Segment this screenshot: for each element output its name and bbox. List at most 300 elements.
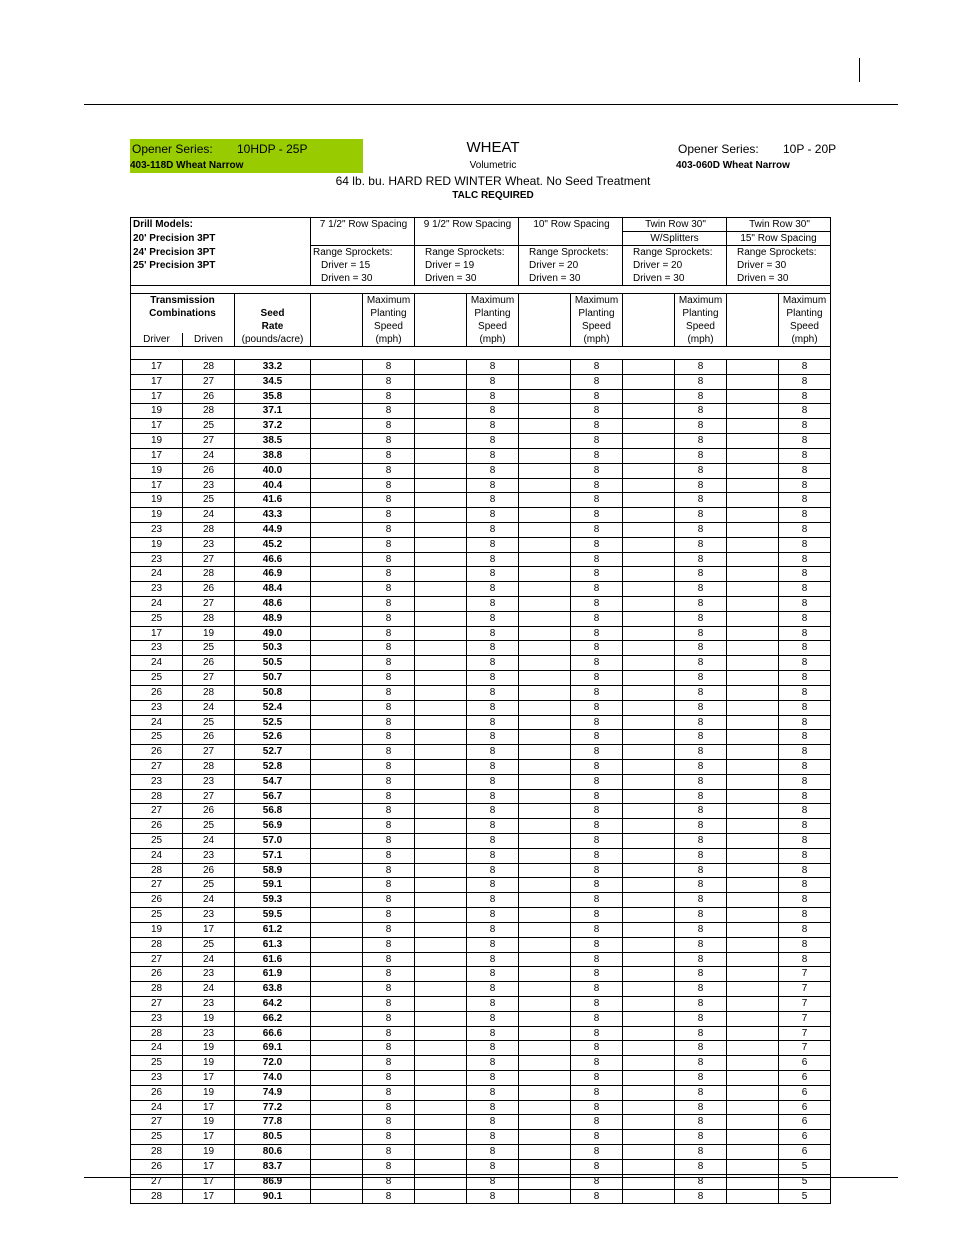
max-speed-cell-0: 8	[363, 419, 415, 434]
seed-rate-cell: 66.6	[235, 1026, 311, 1041]
blank-cell	[519, 1056, 571, 1071]
seed-rate-cell: 48.9	[235, 611, 311, 626]
blank-cell	[311, 1056, 363, 1071]
header-row-spacing	[131, 218, 831, 232]
blank-cell	[623, 374, 675, 389]
max-speed-cell-3: 8	[675, 463, 727, 478]
max-speed-cell-3: 8	[675, 789, 727, 804]
blank-cell	[415, 700, 467, 715]
blank-cell	[623, 389, 675, 404]
seed-rate-cell: 35.8	[235, 389, 311, 404]
driver-cell: 24	[131, 1041, 183, 1056]
blank-cell	[727, 567, 779, 582]
max-speed-cell-1: 8	[467, 1100, 519, 1115]
driver-cell: 28	[131, 982, 183, 997]
max-speed-cell-2: 8	[571, 982, 623, 997]
speed-header-1: Speed	[467, 320, 519, 333]
max-speed-cell-1: 8	[467, 448, 519, 463]
max-speed-cell-1: 8	[467, 789, 519, 804]
blank-cell	[519, 1145, 571, 1160]
blank-cell	[311, 967, 363, 982]
blank-cell	[311, 522, 363, 537]
driver-cell: 17	[131, 389, 183, 404]
spacing-2-title: 10" Row Spacing	[519, 218, 623, 232]
max-speed-cell-2: 8	[571, 1130, 623, 1145]
header-rule	[84, 104, 898, 105]
max-speed-cell-3: 8	[675, 1174, 727, 1189]
max-speed-cell-2: 8	[571, 730, 623, 745]
driver-cell: 25	[131, 730, 183, 745]
blank-cell	[311, 537, 363, 552]
blank-cell	[415, 922, 467, 937]
max-speed-cell-0: 8	[363, 715, 415, 730]
seed-rate-cell: 59.1	[235, 878, 311, 893]
max-speed-cell-4: 8	[779, 404, 831, 419]
max-speed-cell-0: 8	[363, 1056, 415, 1071]
max-speed-cell-2: 8	[571, 434, 623, 449]
max-speed-cell-0: 8	[363, 834, 415, 849]
blank-cell	[415, 478, 467, 493]
max-speed-cell-0: 8	[363, 508, 415, 523]
blank-cell	[311, 878, 363, 893]
seed-rate-cell: 59.3	[235, 893, 311, 908]
max-speed-cell-4: 8	[779, 419, 831, 434]
max-speed-cell-3: 8	[675, 641, 727, 656]
speed-header-4: Speed	[779, 320, 831, 333]
blank-cell	[623, 893, 675, 908]
driven-cell: 26	[183, 656, 235, 671]
table-row	[131, 374, 831, 389]
max-speed-cell-4: 8	[779, 774, 831, 789]
max-speed-cell-2: 8	[571, 1056, 623, 1071]
blank-cell	[415, 404, 467, 419]
left-opener-value: 10HDP - 25P	[237, 142, 308, 156]
table-row	[131, 1041, 831, 1056]
max-speed-cell-4: 5	[779, 1159, 831, 1174]
max-speed-cell-2: 8	[571, 1011, 623, 1026]
blank-cell	[415, 434, 467, 449]
max-speed-cell-2: 8	[571, 715, 623, 730]
blank-cell	[727, 922, 779, 937]
table-row	[131, 389, 831, 404]
drill-model-2: 25' Precision 3PT	[131, 259, 311, 272]
seed-rate-cell: 74.9	[235, 1085, 311, 1100]
seed-rate-cell: 80.5	[235, 1130, 311, 1145]
table-row	[131, 360, 831, 375]
blank-cell	[311, 730, 363, 745]
max-speed-cell-1: 8	[467, 1011, 519, 1026]
max-speed-cell-3: 8	[675, 952, 727, 967]
max-speed-cell-2: 8	[571, 922, 623, 937]
blank-cell	[727, 1159, 779, 1174]
max-speed-cell-1: 8	[467, 611, 519, 626]
blank-cell	[519, 1115, 571, 1130]
max-speed-cell-0: 8	[363, 671, 415, 686]
max-speed-cell-3: 8	[675, 1011, 727, 1026]
drill-models-blank	[131, 272, 311, 286]
blank-cell	[623, 478, 675, 493]
seed-rate-cell: 54.7	[235, 774, 311, 789]
blank-cell	[519, 878, 571, 893]
max-speed-cell-4: 8	[779, 656, 831, 671]
spacing-4-title: Twin Row 30"	[727, 218, 831, 232]
table-row	[131, 597, 831, 612]
max-speed-cell-4: 6	[779, 1115, 831, 1130]
crop-title: WHEAT	[466, 139, 520, 156]
blank-cell	[311, 1011, 363, 1026]
blank-cell	[311, 759, 363, 774]
table-row	[131, 819, 831, 834]
blank-cell	[727, 671, 779, 686]
colhead-row-3	[131, 320, 831, 333]
max-speed-cell-0: 8	[363, 804, 415, 819]
driver-cell: 23	[131, 522, 183, 537]
blank-cell	[727, 597, 779, 612]
seed-description: 64 lb. bu. HARD RED WINTER Wheat. No Seed Treatment	[335, 174, 651, 188]
max-speed-cell-2: 8	[571, 700, 623, 715]
blank-cell	[623, 789, 675, 804]
blank-cell	[415, 1041, 467, 1056]
driver-cell: 28	[131, 1145, 183, 1160]
max-speed-cell-4: 5	[779, 1189, 831, 1204]
driver-cell: 19	[131, 922, 183, 937]
seed-rate-cell: 52.7	[235, 745, 311, 760]
table-row	[131, 1085, 831, 1100]
blank-cell	[519, 1041, 571, 1056]
max-speed-cell-1: 8	[467, 967, 519, 982]
blank-cell	[311, 404, 363, 419]
table-row	[131, 611, 831, 626]
blank-cell	[623, 552, 675, 567]
transmission-header-1: Transmission	[131, 294, 235, 308]
planting-header-0: Planting	[363, 307, 415, 320]
blank-cell	[519, 537, 571, 552]
table-row	[131, 893, 831, 908]
max-speed-cell-2: 8	[571, 759, 623, 774]
blank-cell	[311, 1026, 363, 1041]
max-speed-cell-0: 8	[363, 448, 415, 463]
max-speed-cell-3: 8	[675, 389, 727, 404]
blank-cell	[623, 522, 675, 537]
blank-cell	[311, 597, 363, 612]
blank-cell	[727, 522, 779, 537]
seed-rate-cell: 49.0	[235, 626, 311, 641]
blank-cell	[519, 611, 571, 626]
footer-rule	[84, 1177, 898, 1178]
driver-cell: 19	[131, 508, 183, 523]
blank-cell	[727, 1115, 779, 1130]
blank-cell	[727, 745, 779, 760]
max-speed-cell-4: 8	[779, 508, 831, 523]
driver-cell: 17	[131, 448, 183, 463]
max-speed-cell-3: 8	[675, 819, 727, 834]
blank-cell	[727, 448, 779, 463]
table-row	[131, 848, 831, 863]
seed-rate-cell: 40.0	[235, 463, 311, 478]
max-speed-cell-4: 8	[779, 878, 831, 893]
left-opener-line	[132, 142, 308, 156]
table-row	[131, 478, 831, 493]
blank-cell	[727, 819, 779, 834]
max-speed-cell-0: 8	[363, 700, 415, 715]
max-speed-cell-1: 8	[467, 493, 519, 508]
table-row	[131, 730, 831, 745]
seed-rate-header-3: (pounds/acre)	[235, 333, 311, 347]
blank-cell	[727, 478, 779, 493]
driver-cell: 19	[131, 493, 183, 508]
seed-rate-cell: 50.7	[235, 671, 311, 686]
max-speed-cell-1: 8	[467, 1189, 519, 1204]
driven-cell: 26	[183, 582, 235, 597]
blank-cell	[519, 819, 571, 834]
spacing-3-driver: Driver = 20	[623, 259, 727, 272]
max-speed-cell-0: 8	[363, 789, 415, 804]
max-speed-cell-2: 8	[571, 967, 623, 982]
talc-note: TALC REQUIRED	[452, 190, 534, 201]
blank-cell	[727, 419, 779, 434]
blank-cell	[415, 730, 467, 745]
blank-cell	[623, 508, 675, 523]
blank-cell	[519, 982, 571, 997]
blank-cell	[311, 863, 363, 878]
blank-cell	[623, 982, 675, 997]
blank-cell	[519, 463, 571, 478]
max-speed-cell-0: 8	[363, 952, 415, 967]
driver-cell: 24	[131, 656, 183, 671]
header-row-sprockets	[131, 246, 831, 260]
max-speed-cell-3: 8	[675, 848, 727, 863]
max-speed-cell-3: 8	[675, 656, 727, 671]
driver-cell: 17	[131, 419, 183, 434]
blank-cell	[415, 1130, 467, 1145]
speed-header-3: Speed	[675, 320, 727, 333]
blank-cell	[623, 819, 675, 834]
max-speed-cell-2: 8	[571, 908, 623, 923]
spacing-0-sprockets: Range Sprockets:	[311, 246, 415, 260]
blank-cell	[415, 582, 467, 597]
driven-cell: 27	[183, 374, 235, 389]
max-speed-cell-2: 8	[571, 804, 623, 819]
max-speed-cell-0: 8	[363, 1041, 415, 1056]
blank-cell	[519, 1011, 571, 1026]
max-speed-cell-1: 8	[467, 434, 519, 449]
max-speed-cell-2: 8	[571, 1071, 623, 1086]
blank-cell	[623, 730, 675, 745]
blank-cell	[623, 848, 675, 863]
left-opener-part: 403-118D Wheat Narrow	[130, 160, 244, 171]
driven-cell: 23	[183, 478, 235, 493]
spacing-1-sprockets: Range Sprockets:	[415, 246, 519, 260]
driven-cell: 24	[183, 834, 235, 849]
seed-rate-cell: 58.9	[235, 863, 311, 878]
max-speed-cell-1: 8	[467, 730, 519, 745]
max-speed-cell-3: 8	[675, 552, 727, 567]
blank-cell	[311, 1085, 363, 1100]
blank-cell	[415, 774, 467, 789]
driver-cell: 26	[131, 819, 183, 834]
blank-cell	[415, 848, 467, 863]
driver-cell: 26	[131, 745, 183, 760]
max-speed-cell-1: 8	[467, 996, 519, 1011]
blank-cell	[415, 1011, 467, 1026]
driver-cell: 28	[131, 1189, 183, 1204]
seed-rate-cell: 33.2	[235, 360, 311, 375]
blank-cell	[623, 685, 675, 700]
spacing-4-driven: Driven = 30	[727, 272, 831, 286]
table-row	[131, 759, 831, 774]
max-speed-cell-4: 8	[779, 597, 831, 612]
driven-cell: 19	[183, 1056, 235, 1071]
max-speed-cell-2: 8	[571, 537, 623, 552]
blank-cell	[415, 804, 467, 819]
blank-cell	[519, 478, 571, 493]
blank-cell	[311, 834, 363, 849]
max-speed-header-4: Maximum	[779, 294, 831, 308]
max-speed-cell-2: 8	[571, 1145, 623, 1160]
max-speed-cell-0: 8	[363, 1174, 415, 1189]
table-row	[131, 685, 831, 700]
blank-cell	[415, 463, 467, 478]
max-speed-cell-3: 8	[675, 522, 727, 537]
spacing-3-sprockets: Range Sprockets:	[623, 246, 727, 260]
table-row	[131, 878, 831, 893]
seed-rate-cell: 61.2	[235, 922, 311, 937]
spacing-0-title: 7 1/2" Row Spacing	[311, 218, 415, 232]
max-speed-cell-1: 8	[467, 700, 519, 715]
max-speed-header-1: Maximum	[467, 294, 519, 308]
blank-cell	[311, 745, 363, 760]
planting-header-4: Planting	[779, 307, 831, 320]
max-speed-cell-1: 8	[467, 715, 519, 730]
blank-cell	[623, 434, 675, 449]
max-speed-cell-2: 8	[571, 493, 623, 508]
max-speed-header-0: Maximum	[363, 294, 415, 308]
seed-rate-header-2: Rate	[235, 320, 311, 333]
max-speed-cell-0: 8	[363, 745, 415, 760]
driver-cell: 19	[131, 463, 183, 478]
table-body	[131, 218, 831, 1204]
driver-cell: 26	[131, 1085, 183, 1100]
blank-cell	[519, 700, 571, 715]
max-speed-cell-0: 8	[363, 597, 415, 612]
table-row	[131, 1189, 831, 1204]
max-speed-cell-1: 8	[467, 1071, 519, 1086]
seed-rate-cell: 48.6	[235, 597, 311, 612]
blank-cell	[727, 1071, 779, 1086]
blank-cell	[311, 893, 363, 908]
max-speed-cell-2: 8	[571, 937, 623, 952]
driven-cell: 17	[183, 1189, 235, 1204]
blank-cell	[519, 671, 571, 686]
max-speed-cell-2: 8	[571, 552, 623, 567]
max-speed-cell-0: 8	[363, 522, 415, 537]
max-speed-cell-4: 8	[779, 434, 831, 449]
driver-cell: 28	[131, 789, 183, 804]
driver-cell: 26	[131, 1159, 183, 1174]
max-speed-cell-3: 8	[675, 1115, 727, 1130]
driven-cell: 26	[183, 863, 235, 878]
table-row	[131, 567, 831, 582]
max-speed-cell-2: 8	[571, 522, 623, 537]
driven-cell: 28	[183, 759, 235, 774]
blank-cell	[623, 611, 675, 626]
blank-cell	[311, 937, 363, 952]
max-speed-cell-3: 8	[675, 967, 727, 982]
max-speed-cell-0: 8	[363, 685, 415, 700]
blank-cell	[623, 834, 675, 849]
max-speed-cell-1: 8	[467, 522, 519, 537]
blank-cell	[623, 537, 675, 552]
max-speed-cell-4: 8	[779, 463, 831, 478]
blank-cell	[311, 641, 363, 656]
blank-cell	[727, 834, 779, 849]
max-speed-cell-0: 8	[363, 493, 415, 508]
seed-rate-cell: 50.3	[235, 641, 311, 656]
spacing-2-sprockets: Range Sprockets:	[519, 246, 623, 260]
seed-rate-cell: 50.5	[235, 656, 311, 671]
blank-cell	[623, 922, 675, 937]
seed-rate-header-1: Seed	[235, 307, 311, 320]
driven-cell: 27	[183, 789, 235, 804]
blank-cell	[623, 1189, 675, 1204]
driver-cell: 25	[131, 611, 183, 626]
max-speed-cell-1: 8	[467, 419, 519, 434]
driver-cell: 26	[131, 967, 183, 982]
blank-cell	[311, 715, 363, 730]
blank-cell	[623, 878, 675, 893]
blank-cell	[727, 863, 779, 878]
max-speed-cell-3: 8	[675, 374, 727, 389]
driven-cell: 27	[183, 434, 235, 449]
max-speed-cell-2: 8	[571, 1189, 623, 1204]
max-speed-cell-4: 8	[779, 700, 831, 715]
blank-cell	[727, 537, 779, 552]
blank-cell	[727, 389, 779, 404]
max-speed-cell-0: 8	[363, 404, 415, 419]
blank-cell	[519, 745, 571, 760]
spacing-3-title: Twin Row 30"	[623, 218, 727, 232]
max-speed-cell-3: 8	[675, 715, 727, 730]
max-speed-cell-3: 8	[675, 434, 727, 449]
blank-cell	[623, 641, 675, 656]
table-row	[131, 1130, 831, 1145]
max-speed-cell-2: 8	[571, 878, 623, 893]
table-row	[131, 448, 831, 463]
max-speed-cell-1: 8	[467, 463, 519, 478]
max-speed-cell-1: 8	[467, 1130, 519, 1145]
driven-cell: 26	[183, 804, 235, 819]
blank-cell	[415, 1145, 467, 1160]
blank-cell	[623, 656, 675, 671]
blank-cell	[415, 893, 467, 908]
max-speed-cell-0: 8	[363, 819, 415, 834]
max-speed-cell-0: 8	[363, 848, 415, 863]
driver-cell: 27	[131, 952, 183, 967]
blank-cell	[623, 671, 675, 686]
blank-cell	[727, 937, 779, 952]
driver-cell: 17	[131, 374, 183, 389]
table-row	[131, 1071, 831, 1086]
max-speed-cell-0: 8	[363, 922, 415, 937]
blank-cell	[623, 774, 675, 789]
max-speed-cell-1: 8	[467, 1145, 519, 1160]
max-speed-cell-4: 8	[779, 537, 831, 552]
blank-cell	[415, 419, 467, 434]
seed-rate-cell: 72.0	[235, 1056, 311, 1071]
driven-cell: 24	[183, 448, 235, 463]
driven-cell: 24	[183, 893, 235, 908]
max-speed-cell-3: 8	[675, 996, 727, 1011]
